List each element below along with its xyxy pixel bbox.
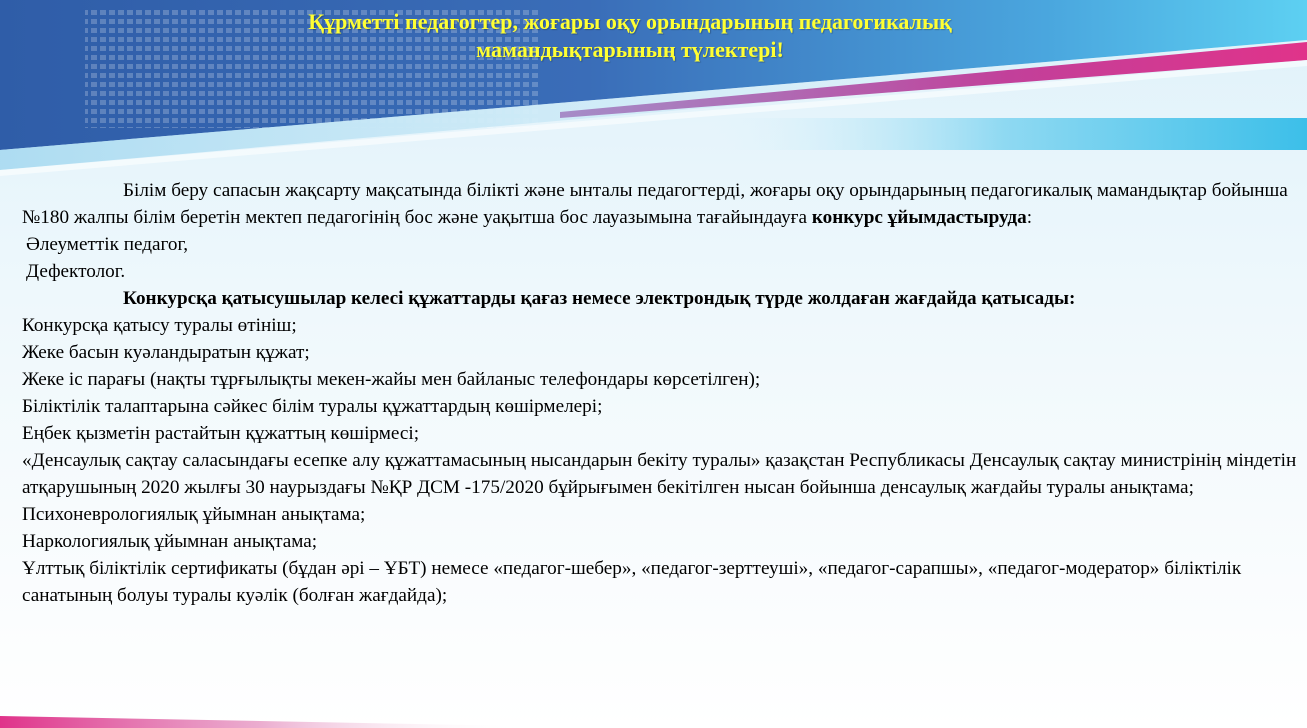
document-item: Психоневрологиялық ұйымнан анықтама; (22, 504, 366, 525)
announcement-body (22, 177, 1307, 609)
page-title (0, 8, 1260, 64)
title-line-2: мамандықтарының түлектері! (476, 37, 784, 62)
document-item: Конкурсқа қатысу туралы өтініш; (22, 315, 297, 336)
document-item: Еңбек қызметін растайтын құжаттың көшірмесі; (22, 423, 420, 444)
intro-tail: : (1026, 207, 1033, 228)
title-line-1: Құрметті педагогтер, жоғары оқу орындарының педагогикалық (308, 9, 952, 34)
position-item: Әлеуметтік педагог, (26, 234, 188, 255)
documents-list (22, 312, 1307, 609)
intro-bold: конкурс ұйымдастыруда (811, 207, 1027, 228)
document-item: Ұлттық біліктілік сертификаты (бұдан әрі – ҰБТ) немесе «педагог-шебер», «педагог-зерттеуші», «педагог-сарапшы», «педагог-модератор» біліктілік санатының болуы туралы куәлік (болған жағдайда); (22, 558, 1242, 606)
intro-paragraph (22, 177, 1307, 231)
documents-heading: Конкурсқа қатысушылар келесі құжаттарды қағаз немесе электрондық түрде жолдаған жағдайда қатысады: (123, 288, 1076, 309)
footer-decoration (0, 708, 1307, 728)
document-item: Жеке іс парағы (нақты тұрғылықты мекен-жайы мен байланыс телефондары көрсетілген); (22, 369, 761, 390)
document-item: Жеке басын куәландыратын құжат; (22, 342, 310, 363)
document-item: Наркологиялық ұйымнан анықтама; (22, 531, 318, 552)
document-item: «Денсаулық сақтау саласындағы есепке алу құжаттамасының нысандарын бекіту туралы» қазақстан Республикасы Денсаулық сақтау министрінің міндетін атқарушының 2020 жылғы 30 наурыздағы №ҚР ДСМ -175/2020 бұйрығымен бекітілген нысан бойынша денсаулық жағдайы туралы анықтама; (22, 450, 1297, 498)
position-item: Дефектолог. (26, 261, 126, 282)
intro-text: Білім беру сапасын жақсарту мақсатында білікті және ынталы педагогтерді, жоғары оқу орындарының педагогикалық мамандықтар бойынша №180 жалпы білім беретін мектеп педагогінің бос және уақытша бос лауазымына тағайындауға (22, 180, 1288, 228)
document-item: Біліктілік талаптарына сәйкес білім туралы құжаттардың көшірмелері; (22, 396, 603, 417)
